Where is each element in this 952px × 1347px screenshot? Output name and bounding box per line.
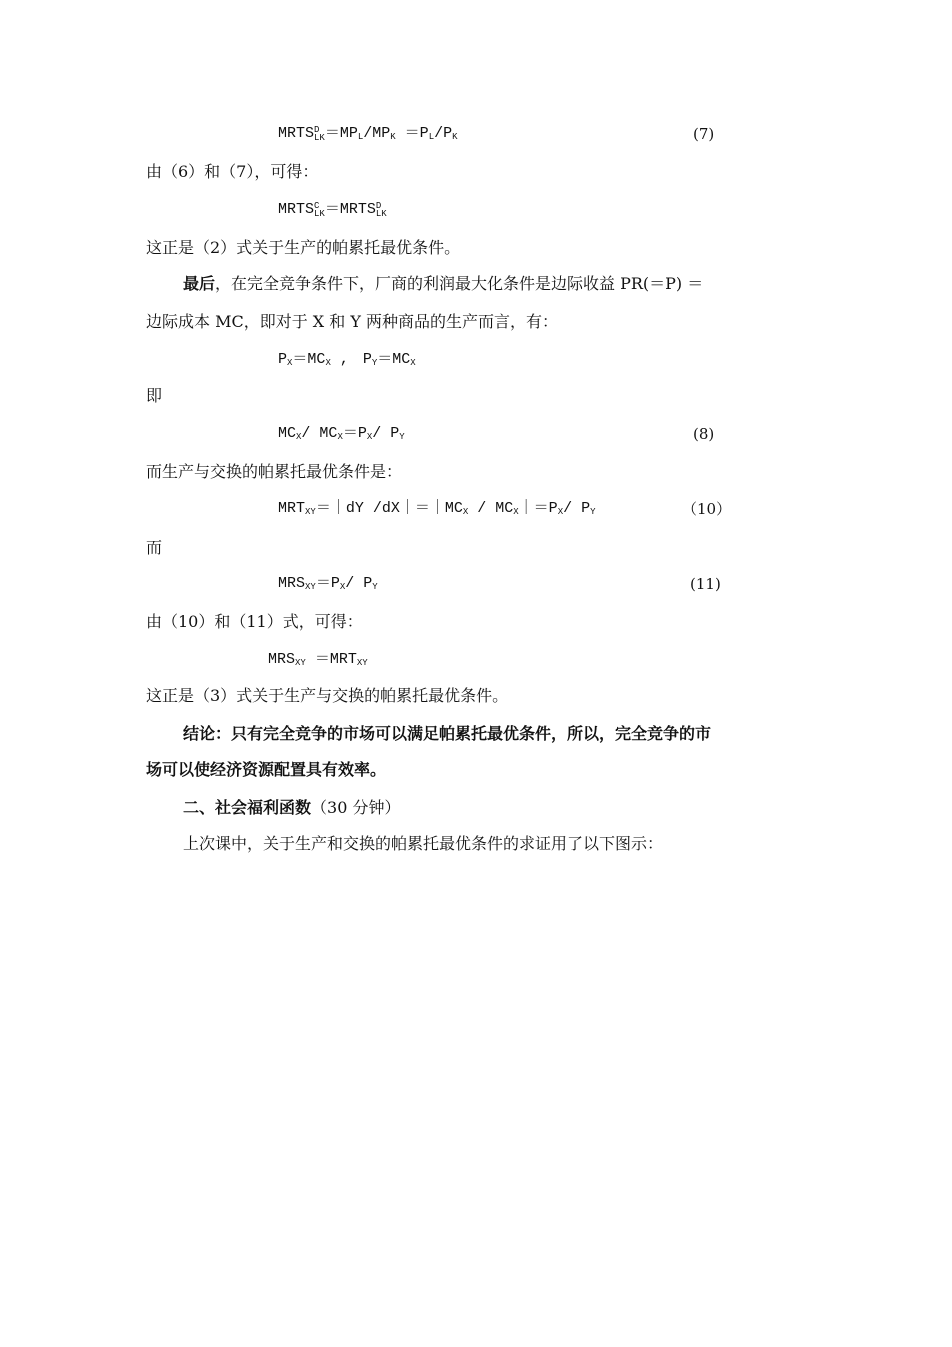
paragraph: 而	[146, 538, 163, 557]
eq-sub: Y	[399, 432, 405, 442]
paragraph-last	[183, 272, 703, 296]
eq-sub: X	[513, 507, 519, 517]
eq-term: ＝MC	[292, 351, 326, 368]
eq-term: ｜＝P	[518, 500, 558, 517]
equation-price	[278, 348, 416, 375]
eq-term: MRS	[278, 575, 306, 592]
eq-sub: LK	[314, 209, 325, 219]
equation-number: (7)	[693, 125, 715, 143]
eq-sub: LK	[314, 133, 325, 143]
eq-sub: Y	[590, 507, 596, 517]
section-time: （30 分钟）	[311, 798, 401, 817]
paragraph: 这正是（2）式关于生产的帕累托最优条件。	[146, 238, 461, 257]
eq-term: ＝｜dY /dX｜＝｜MC	[315, 500, 463, 517]
eq-sub: XY	[305, 507, 316, 517]
paragraph: 边际成本 MC，即对于 X 和 Y 两种商品的生产而言，有：	[146, 312, 559, 331]
eq-term: MRS	[268, 651, 296, 668]
eq-sup: D	[375, 201, 382, 211]
eq-sup: D	[314, 125, 320, 135]
eq-term: ＝P	[315, 575, 340, 592]
eq-term: / P	[563, 500, 591, 517]
equation-final	[268, 648, 368, 675]
paragraph: 这正是（3）式关于生产与交换的帕累托最优条件。	[146, 686, 509, 705]
equation-8	[278, 422, 405, 449]
eq-sub: L	[428, 132, 435, 142]
paragraph: 上次课中，关于生产和交换的帕累托最优条件的求证用了以下图示：	[183, 834, 664, 853]
equation-number: (11)	[690, 575, 721, 593]
eq-sub: XY	[295, 658, 306, 668]
eq-sub: X	[410, 358, 416, 368]
eq-sub: X	[366, 432, 373, 442]
paragraph: 即	[146, 386, 163, 405]
eq-term: /P	[434, 125, 453, 142]
eq-term: MRTS	[278, 201, 315, 218]
equation-7	[278, 122, 458, 149]
eq-term: P	[278, 351, 288, 368]
eq-sub: X	[339, 582, 346, 592]
paragraph: 由（10）和（11）式，可得：	[146, 612, 363, 631]
equation-11	[278, 572, 378, 599]
eq-sub: X	[296, 432, 302, 442]
eq-term: ＝MP	[324, 125, 358, 142]
eq-sup: C	[314, 201, 320, 211]
eq-sub: Y	[371, 358, 378, 368]
eq-term: ＝P	[342, 425, 367, 442]
eq-sub: X	[287, 358, 293, 368]
equation-number: （10）	[682, 500, 732, 518]
paragraph: 而生产与交换的帕累托最优条件是：	[146, 462, 403, 481]
eq-term: ,	[330, 351, 349, 368]
equation-10	[278, 497, 596, 524]
bold-lead: 最后	[183, 274, 216, 293]
paragraph: 由（6）和（7），可得：	[146, 162, 319, 181]
eq-term: ＝P	[395, 125, 429, 142]
eq-term: / MC	[301, 425, 338, 442]
eq-sub: K	[390, 132, 396, 142]
eq-term: P	[362, 351, 372, 368]
eq-sub: XY	[305, 582, 316, 592]
eq-sub: XY	[356, 658, 368, 668]
eq-sub: X	[462, 507, 469, 517]
equation-mrts	[278, 198, 387, 222]
section-heading	[183, 796, 400, 820]
equation-number: (8)	[693, 425, 715, 443]
eq-sub: Y	[372, 582, 378, 592]
eq-term: / MC	[468, 500, 514, 517]
section-title: 二、社会福利函数	[183, 798, 312, 817]
eq-term: / P	[345, 575, 373, 592]
conclusion-line-2: 场可以使经济资源配置具有效率。	[146, 760, 387, 779]
paragraph-text: ，在完全竞争条件下，厂商的利润最大化条件是边际收益 PR(＝P) ＝	[215, 274, 704, 293]
eq-term: ＝MC	[377, 351, 411, 368]
eq-term: MRT	[278, 500, 306, 517]
eq-sub: X	[337, 432, 343, 442]
eq-sub: X	[325, 358, 331, 368]
eq-sub: X	[557, 507, 564, 517]
eq-term: ＝MRTS	[324, 201, 376, 218]
eq-term: /MP	[363, 125, 391, 142]
eq-sub: L	[357, 132, 364, 142]
conclusion-line-1: 结论：只有完全竞争的市场可以满足帕累托最优条件，所以，完全竞争的市	[183, 724, 712, 743]
eq-sub: LK	[375, 209, 387, 219]
eq-sub: K	[452, 132, 458, 142]
eq-term: MRTS	[278, 125, 315, 142]
eq-term: / P	[372, 425, 400, 442]
eq-term: ＝MRT	[305, 651, 357, 668]
eq-term: MC	[278, 425, 297, 442]
